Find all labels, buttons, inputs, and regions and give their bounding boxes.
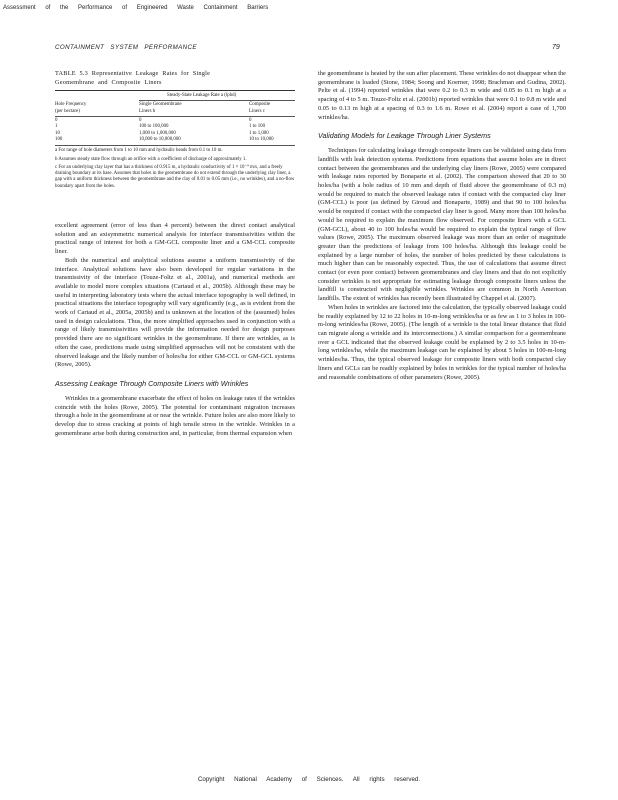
table-header-row — [55, 102, 295, 115]
running-head: CONTAINMENT SYSTEM PERFORMANCE — [55, 44, 197, 51]
table-footnote-a: a For range of hole diameters from 1 to 10 mm and hydraulic heads from 0.1 to 10 m. — [55, 148, 223, 154]
table-row: 100 10,000 to 10,000,000 10 to 10,000 — [55, 136, 274, 142]
wrinkles-paragraph: Wrinkles in a geomembrane exacerbate the effect of holes on leakage rates if the wrinkles coincide with the holes (Rowe, 2005). The potential for contaminant migration increases through a hole in the geomembrane at or near the wrinkle. Future holes are also more likely to develop due to stress cracking at points of high tensile stress in the wrinkle. Wrinkles in a geomembrane arise both during construction and, in particular, from thermal expansion when — [55, 395, 295, 437]
validating-paragraph-2: When holes in wrinkles are factored into the calculation, the typically observed leakage could be readily explained by 12 to 22 holes in 10-m-long wrinkles/ha or as few as 1 to 3 holes in 100-m-long wrinkles/ha (Rowe, 2005). (The length of a wrinkle is the total linear distance that fluid can migrate along a wrinkle and its interconnections.) A similar comparison for a geomembrane over a GCL indicated that the observed leakage could be explained by 2 to 3.5 holes in 10-m-long wrinkles/ha, while the maximum leakage can be explained by about 5 holes in 100-m-long wrinkles/ha. Thus, the typical observed leakage for composite liners with both compacted clay liners and GCLs can be readily explained by holes in wrinkles for the typical number of holes/ha and reasonable combinations of other parameters (Rowe, 2005). — [318, 303, 566, 381]
table-footnote-b: b Assumes steady state flow through an orifice with a coefficient of discharge of approximately 1. — [55, 156, 247, 162]
table-group-header: Steady-State Leakage Rate a (lphd) — [167, 93, 237, 99]
table-row: 0 0 0 — [55, 118, 252, 124]
table-footnote-c: c For an underlying clay layer that has a thickness of 0.915 m, a hydraulic conductivity of 1 × 10⁻⁹ m/s, and a freely draining boundary at its base. Assumes that holes in the geomembrane do not extend through the underlying clay liner, a gap with a uniform thickness between the geomembrane and the clay of 0.01 to 0.05 mm (i.e., no wrinkles), and a no-flow boundary apart from the holes. — [55, 164, 295, 189]
table-header-rule — [55, 116, 295, 117]
col-header-composite: Composite Liners c — [249, 102, 271, 114]
left-paragraph-1: excellent agreement (error of less than 4 percent) between the direct contact analytical solution and an axisymmetric numerical analysis for interface transmissivities within the practical range of interest for both a GM-GCL composite liner and a GM-CCL composite liner. — [55, 222, 295, 256]
col-header-hole-frequency: Hole Frequency (per hectare) — [55, 102, 87, 114]
col-header-single-geomembrane: Single Geomembrane Liners b — [139, 102, 182, 114]
table-row: 10 1,000 to 1,000,000 1 to 1,000 — [55, 130, 269, 136]
table-bottom-rule — [55, 145, 295, 146]
copyright-footer: Copyright National Academy of Sciences. All rights reserved. — [197, 776, 421, 783]
table-row: 1 100 to 100,000 1 to 100 — [55, 124, 266, 130]
left-paragraph-2: Both the numerical and analytical solutions assume a uniform transmissivity of the interface. Analytical solutions have also been developed for regular variations in the transmissivity of the interface (Touze-Foltz et al., 2001a), and numerical methods are available to model more complex situations (Cartaud et al., 2005b). Although these may be useful in interpreting laboratory tests where the actual interface topography is well defined, in practical situations the interface topography will vary significantly (e.g., as is evident from the work of Cartaud et al., 2005a, 2005b) and is unknown at the location of the (assumed) holes used in design calculations. Thus, the more simplified approaches used in conjunction with a range of likely transmissivities will provide the information needed for design purposes provided there are no significant wrinkles in the geomembrane. If there are wrinkles, as is often the case, predictions made using simplified approaches will not be consistent with the observed leakage and the likely number of holes/ha for either GM-CCL or GM-GCL systems (Rowe, 2005). — [55, 256, 295, 369]
left-column — [55, 70, 295, 439]
right-intro-paragraph: the geomembrane is heated by the sun after placement. These wrinkles do not disappear when the geomembrane is loaded (Stone, 1984; Soong and Koerner, 1998; Brachman and Gudina, 2002). Pelte et al. (1994) reported wrinkles that were 0.2 to 0.3 m wide and 0.05 to 0.1 m high at a spacing of 4 to 5 m. Touze-Foltz et al. (2001b) reported wrinkles that were 0.1 to 0.8 m wide and 0.05 to 0.13 m high at a spacing of 0.3 to 1.6 m. Rowe et al. (2004) report a case of 1,700 wrinkles/ha. — [318, 70, 566, 121]
table-caption-line-1: TABLE 5.3 Representative Leakage Rates for Single — [55, 70, 211, 77]
right-column — [318, 70, 566, 382]
validating-paragraph-1: Techniques for calculating leakage through composite liners can be validated using data from landfills with leak detection systems. Predictions from equations that assume holes are in direct contact between the geomembranes and the underlying clay liners (Rowe, 2005) were compared with leakage rates reported by Bonaparte et al. (2002). The comparison showed that 20 to 30 holes/ha (with a hole radius of 10 mm and depth of fluid above the geomembrane of 0.3 m) would be required to match the observed leakage rates if contact with the compacted clay liner (GM-CCL) is poor (as defined by Giroud and Bonaparte, 1989) and that 90 to 100 holes/ha would be required if contact with the compacted clay liner is good. Many more than 100 holes/ha would be required to explain the maximum flow observed. For composite liners with a GCL (GM-GCL), about 40 to 100 holes/ha would be required to explain the typical range of flow values (Rowe, 2005). The maximum observed leakage was more than an order of magnitude greater than the predictions of leakage from 100 holes/ha. Although this leakage could be explained by a large number of holes, the number of holes predicted by these calculations is much higher than can be reasonably expected. Thus, the use of calculations that assume direct contact (or even poor contact) between geomembranes and clay liners and that do not explicitly consider wrinkles is not appropriate for estimating leakage through composite liners unless the landfill is constructed with negligible wrinkles. Wrinkles are common in North American landfills. The extent of wrinkles has recently been illustrated by Chappel et al. (2007). — [318, 147, 566, 303]
table-caption — [55, 70, 295, 87]
leakage-rate-table — [55, 93, 295, 143]
section-heading-wrinkles: Assessing Leakage Through Composite Liners with Wrinkles — [55, 379, 249, 388]
table-group-rule — [139, 100, 295, 101]
table-top-rule — [55, 90, 295, 91]
table-caption-line-2: Geomembrane and Composite Liners — [55, 78, 162, 86]
page-number: 79 — [552, 44, 560, 51]
section-heading-validating: Validating Models for Leakage Through Liner Systems — [318, 131, 491, 141]
book-title-header: Assessment of the Performance of Engineered Waste Containment Barriers — [3, 5, 269, 11]
